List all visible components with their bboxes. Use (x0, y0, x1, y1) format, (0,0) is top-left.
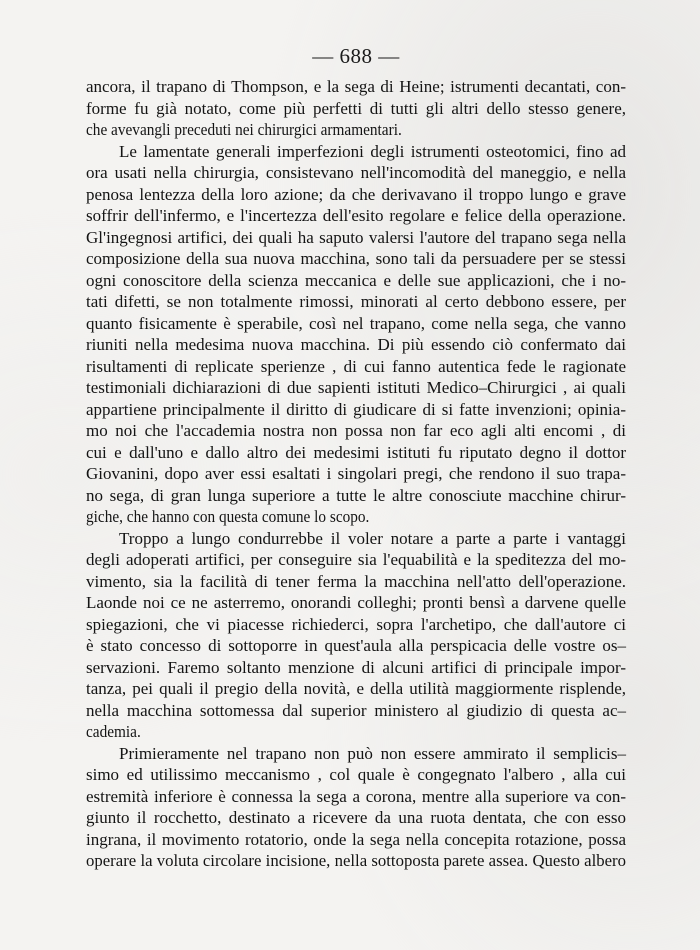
text-line: Laonde noi ce ne asterremo, onorandi colleghi; pronti bensì a darvene quelle (86, 593, 626, 612)
paragraph (86, 76, 626, 141)
text-line: ancora, il trapano di Thompson, e la sega di Heine; istrumenti decantati, con- (86, 77, 626, 96)
text-line: giche, che hanno con questa comune lo scopo. (86, 507, 370, 526)
text-line: servazioni. Faremo soltanto menzione di alcuni artifici di principale impor- (86, 657, 626, 677)
page-number: — 688 — (312, 44, 400, 68)
body-text (86, 76, 626, 872)
text-line: forme fu già notato, come più perfetti di tutti gli altri dello stesso genere, (86, 98, 626, 118)
paragraph (86, 141, 626, 528)
text-line: degli adoperati artifici, per conseguire sia l'equabilità e la speditezza del mo- (86, 550, 626, 569)
text-line: simo ed utilissimo meccanismo , col quale è congegnato l'albero , alla cui (86, 765, 626, 784)
text-line: Giovanini, dopo aver essi esaltati i singolari pregi, che rendono il suo trapa- (86, 464, 626, 483)
text-line: Troppo a lungo condurrebbe il voler notare a parte a parte i vantaggi (119, 528, 626, 548)
text-line: appartiene principalmente il diritto di giudicare di si fatte invenzioni; opinia- (86, 399, 626, 419)
text-line: ora usati nella chirurgia, consistevano nell'incomodità del maneggio, e nella (86, 163, 626, 182)
text-line: cademia. (86, 722, 141, 741)
text-line: penosa lentezza della loro azione; da che derivavano il troppo lungo e grave (86, 184, 626, 204)
text-line: tanza, pei quali il pregio della novità, e della utilità maggiormente risplende, (86, 679, 626, 698)
text-line: ingrana, il movimento rotatorio, onde la sega nella concepita rotazione, possa (86, 829, 626, 849)
text-line: che avevangli preceduti nei chirurgici armamentari. (86, 120, 402, 139)
text-line: no sega, di gran lunga superiore a tutte le altre conosciute macchine chirur- (86, 485, 626, 505)
text-line: tati difetti, se non totalmente rimossi, minorati al certo debbono essere, per (86, 292, 626, 311)
text-line: Le lamentate generali imperfezioni degli istrumenti osteotomici, fino ad (119, 141, 626, 161)
text-line: ogni conoscitore della scienza meccanica e delle sue applicazioni, che i no- (86, 270, 626, 290)
text-line: soffrir dell'infermo, e l'incertezza dell'esito regolare e felice della operazione. (86, 206, 626, 225)
text-line: vimento, sia la facilità di tener ferma la macchina nell'atto dell'operazione. (86, 571, 626, 591)
text-line: nella macchina sottomessa dal superior ministero al giudizio di questa ac– (86, 700, 626, 720)
text-line: mo noi che l'accademia nostra non possa non far eco agli alti encomi , di (86, 421, 626, 440)
text-line: spiegazioni, che vi piacesse richiederci, sopra l'archetipo, che dall'autore ci (86, 614, 626, 634)
paragraph (86, 743, 626, 872)
text-line: Gl'ingegnosi artifici, dei quali ha saputo valersi l'autore del trapano sega nella (86, 227, 626, 247)
text-line: composizione della sua nuova macchina, sono tali da persuadere per se stessi (86, 249, 626, 268)
text-line: Primieramente nel trapano non può non essere ammirato il semplicis– (119, 743, 626, 763)
paragraph (86, 528, 626, 743)
text-line: risultamenti di replicate sperienze , di cui fanno autentica fede le ragionate (86, 356, 626, 376)
text-line: riuniti nella medesima nuova macchina. Di più essendo ciò confermato dai (86, 335, 626, 354)
text-line: operare la voluta circolare incisione, nella sottoposta parete assea. Questo albero (86, 851, 626, 870)
text-line: testimoniali dichiarazioni di due sapienti istituti Medico–Chirurgici , ai quali (86, 378, 626, 397)
text-line: è stato concesso di sottoporre in quest'aula alla perspicacia delle vostre os– (86, 636, 626, 655)
text-line: cui e dall'uno e dallo altro dei medesimi istituti fu riputato degno il dottor (86, 442, 626, 462)
text-line: quanto fisicamente è sperabile, così nel trapano, come nella sega, che vanno (86, 313, 626, 333)
text-line: giunto il rocchetto, destinato a ricevere da una ruota dentata, che con esso (86, 808, 626, 827)
text-line: estremità inferiore è connessa la sega a corona, mentre alla superiore va con- (86, 786, 626, 806)
